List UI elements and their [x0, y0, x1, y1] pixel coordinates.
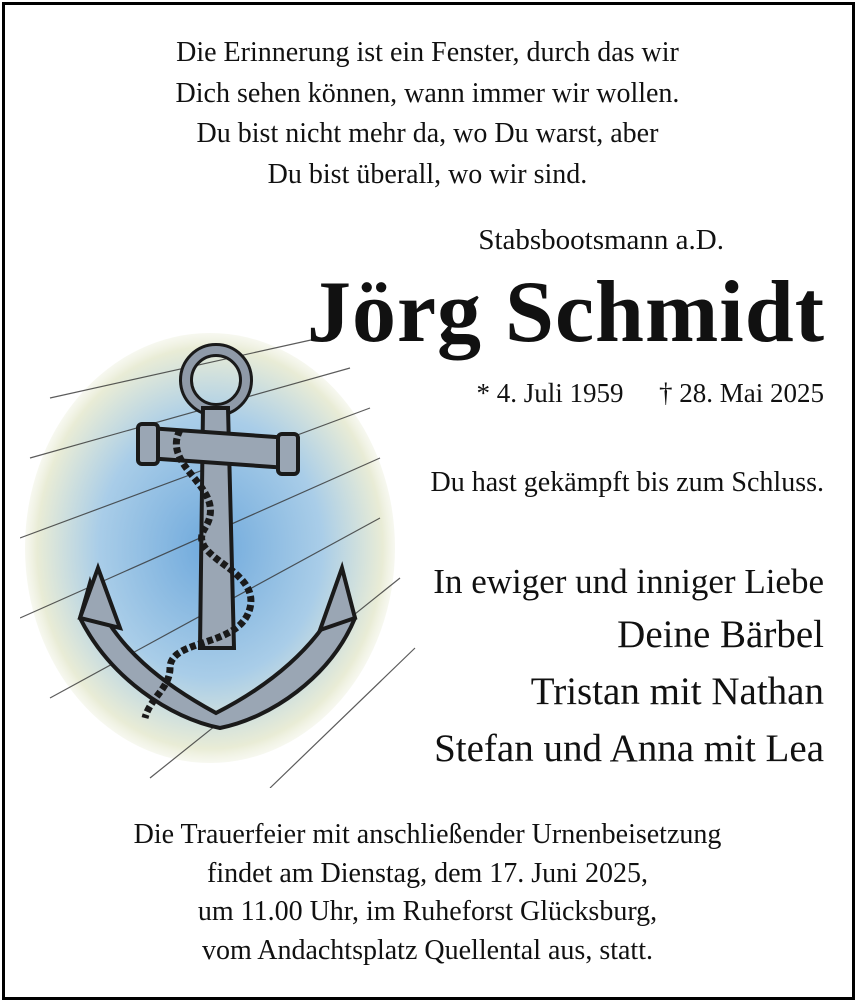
verse-line: Du bist nicht mehr da, wo Du warst, aber [196, 118, 659, 149]
death-date: † 28. Mai 2025 [659, 378, 824, 408]
verse-line: Du bist überall, wo wir sind. [267, 158, 588, 190]
verse-line: Die Erinnerung ist ein Fenster, durch das wir [176, 37, 679, 68]
service-line: vom Andachtsplatz Quellental aus, statt. [201, 934, 653, 966]
family-member: Tristan mit Nathan [530, 670, 824, 713]
family-member: Stefan und Anna mit Lea [434, 727, 824, 770]
rank-title: Stabsbootsmann a.D. [478, 224, 724, 256]
life-dates [476, 378, 824, 409]
deceased-name: Jörg Schmidt [307, 264, 825, 361]
love-line: In ewiger und inniger Liebe [433, 562, 824, 601]
birth-date: * 4. Juli 1959 [476, 378, 624, 408]
service-line: Die Trauerfeier mit anschließender Urnenbeisetzung [133, 819, 722, 850]
service-line: um 11.00 Uhr, im Ruheforst Glücksburg, [197, 896, 658, 927]
family-member: Deine Bärbel [617, 613, 824, 656]
anchor-icon [20, 318, 440, 788]
quote: Du hast gekämpft bis zum Schluss. [430, 467, 824, 498]
service-info [0, 816, 855, 970]
verse [0, 33, 855, 195]
verse-line: Dich sehen können, wann immer wir wollen. [175, 77, 680, 109]
service-line: findet am Dienstag, dem 17. Juni 2025, [207, 857, 648, 889]
